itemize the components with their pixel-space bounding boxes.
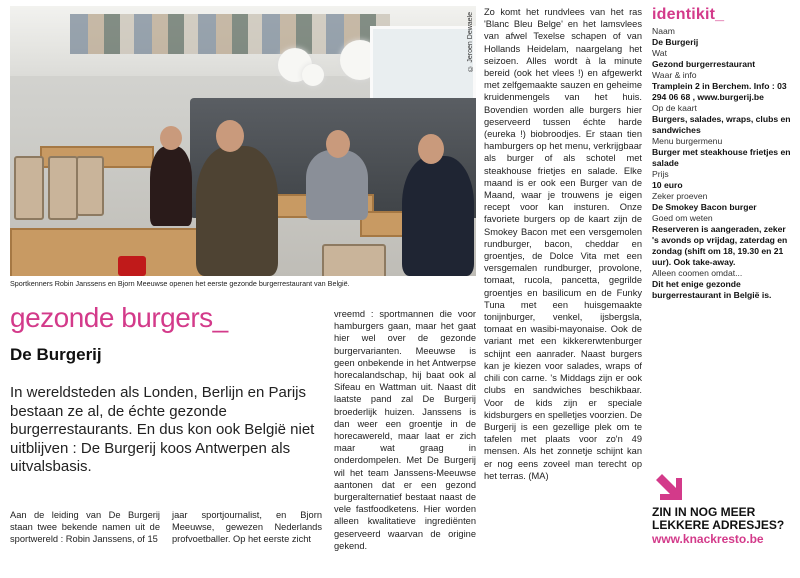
promo-block (652, 470, 794, 546)
photo-chair (76, 156, 104, 216)
identikit-value: Gezond burgerrestaurant (652, 59, 756, 69)
identikit-label: Naam (652, 26, 675, 36)
identikit-value: Dit het enige gezonde burgerrestaurant in België is. (652, 279, 772, 300)
photo-lamp (302, 64, 324, 86)
photo-chair (48, 156, 78, 220)
photo-person (196, 146, 278, 276)
article-column-1: Aan de leiding van De Burgerij staan twee bekende namen uit de sportwereld : Robin Janssens, of 15 (10, 510, 160, 545)
identikit-value: Burgers, salades, wraps, clubs en sandwiches (652, 114, 791, 135)
identikit-label: Goed om weten (652, 213, 713, 223)
identikit-label: Op de kaart (652, 103, 697, 113)
photo-chair (14, 156, 44, 220)
identikit-label: Prijs (652, 169, 669, 179)
identikit-label: Waar & info (652, 70, 697, 80)
photo-person (150, 146, 192, 226)
photo-head (160, 126, 182, 150)
identikit-title: identikit_ (652, 6, 725, 23)
identikit-value: Burger met steakhouse frietjes en salade (652, 147, 791, 168)
identikit-value: Tramplein 2 in Berchem. Info : 03 294 06 68 , www.burgerij.be (652, 81, 787, 102)
identikit-label: Zeker proeven (652, 191, 708, 201)
identikit-label: Alleen coomen omdat... (652, 268, 743, 278)
photo-head (216, 120, 244, 152)
photo-wall-art (70, 14, 390, 54)
promo-link[interactable]: www.knackresto.be (652, 532, 764, 546)
photo-person (306, 150, 368, 220)
article-column-3: vreemd : sportmannen die voor hamburgers gaan, maar het gaat hier wel over de gezonde burgervarianten. Meeuwse is geen onbekende in het Antwerpse horecalandschap, hij baat ook al Sifeau en Wattman uit. Naast dit laatste pand zal De Burgerij broederlijk huizen. Janssens is dan weer een groentje in de horecawereld, maar laat er zich maar wat graag in onderdompelen. Met De Burgerij wil het team Janssens-Meeuwse aantonen dat er een gezond burgeralternatief bestaat naast de vele fastfoodketens. Hier worden alleen kwalitatieve ingrediënten geserveerd waarvan de origine gekend. (334, 309, 476, 551)
identikit-value: De Smokey Bacon burger (652, 202, 757, 212)
photo-head (326, 130, 350, 158)
photo-red-cup (118, 256, 146, 276)
article-column-4: Zo komt het rundvlees van het ras 'Blanc Bleu Belge' en het lamsvlees van afwel Texelse schapen of van Hollands Heidelam, naargelang het seizoen. Alles wordt à la minute bereid (ook het vlees !) en afgewerkt met zelfgemaakte sauzen en geheime kruidenmengels van het huis. Bovendien worden alle burgers hier geserveerd tussen échte harde (eureka !) biobroodjes. Er staan tien hamburgers op het menu, verkrijgbaar als burger of als schotel met steakhouse frietjes en salade. Elke maand is er ook een Burger van de Maand, waar je trouwens je eigen recept voor kan insturen. Onze favoriete burgers op de kaart zijn de Smokey Bacon met een versgemolen rundburger, bacon, cheddar en groentjes, de Dolce Vita met een versgemalen rundburger, provolone, tomaat, rucola, pancetta, gegrilde groentjes en basilicum en de Funky Tuna met een huisgemaakte tonijnburger, venkel, ijsbergsla, tomaat en wasibi-mayonaise. Ook de variant met een kikkererwtenburger schijnt een aanrader. Naast burgers kan je kiezen voor salades, wraps of chili con carne. 's Middags zijn er ook clubs en sandwiches beschikbaar. Voor de kids zijn er speciale kidsburgers en spelletjes voorzien. De Burgerij is een gezellige plek om te tafelen met plaats voor zo'n 49 mensen. Als het zonnetje schijnt kan er nog eens zoveel man terecht op het terras. (MA) (484, 7, 642, 481)
identikit-label: Wat (652, 48, 667, 58)
photo-credit: © Jeroen Dewaele (467, 12, 474, 72)
photo-caption: Sportkenners Robin Janssens en Bjorn Meeuwse openen het eerste gezonde burgerrestaurant van België. (10, 279, 350, 288)
article-heading: gezonde burgers_ (10, 302, 228, 333)
photo-person (402, 156, 474, 276)
promo-line-1: ZIN IN NOG MEER (652, 505, 756, 519)
article-subheading: De Burgerij (10, 345, 102, 364)
article-column-2: jaar sportjournalist, en Bjorn Meeuwse, gewezen Nederlands profvoetballer. Op het eerste zicht (172, 510, 322, 545)
identikit-value: Reserveren is aangeraden, zeker 's avonds op vrijdag, zaterdag en zondag (shift om 18, 19.30 en 21 uur). Ook take-away. (652, 224, 788, 267)
identikit-value: De Burgerij (652, 37, 699, 47)
photo-chair (322, 244, 386, 276)
photo-head (418, 134, 444, 164)
restaurant-photo (10, 6, 476, 276)
identikit-value: 10 euro (652, 180, 683, 190)
identikit-label: Menu burgermenu (652, 136, 723, 146)
promo-line-2: LEKKERE ADRESJES? (652, 518, 785, 532)
article-intro: In wereldsteden als Londen, Berlijn en Parijs bestaan ze al, de échte gezonde burgerrestaurants. En dus kon ook België niet uitblijven : De Burgerij koos Antwerpen als uitvalsbasis. (10, 384, 315, 475)
identikit-sidebar (652, 6, 794, 301)
arrow-down-right-icon (652, 470, 686, 504)
